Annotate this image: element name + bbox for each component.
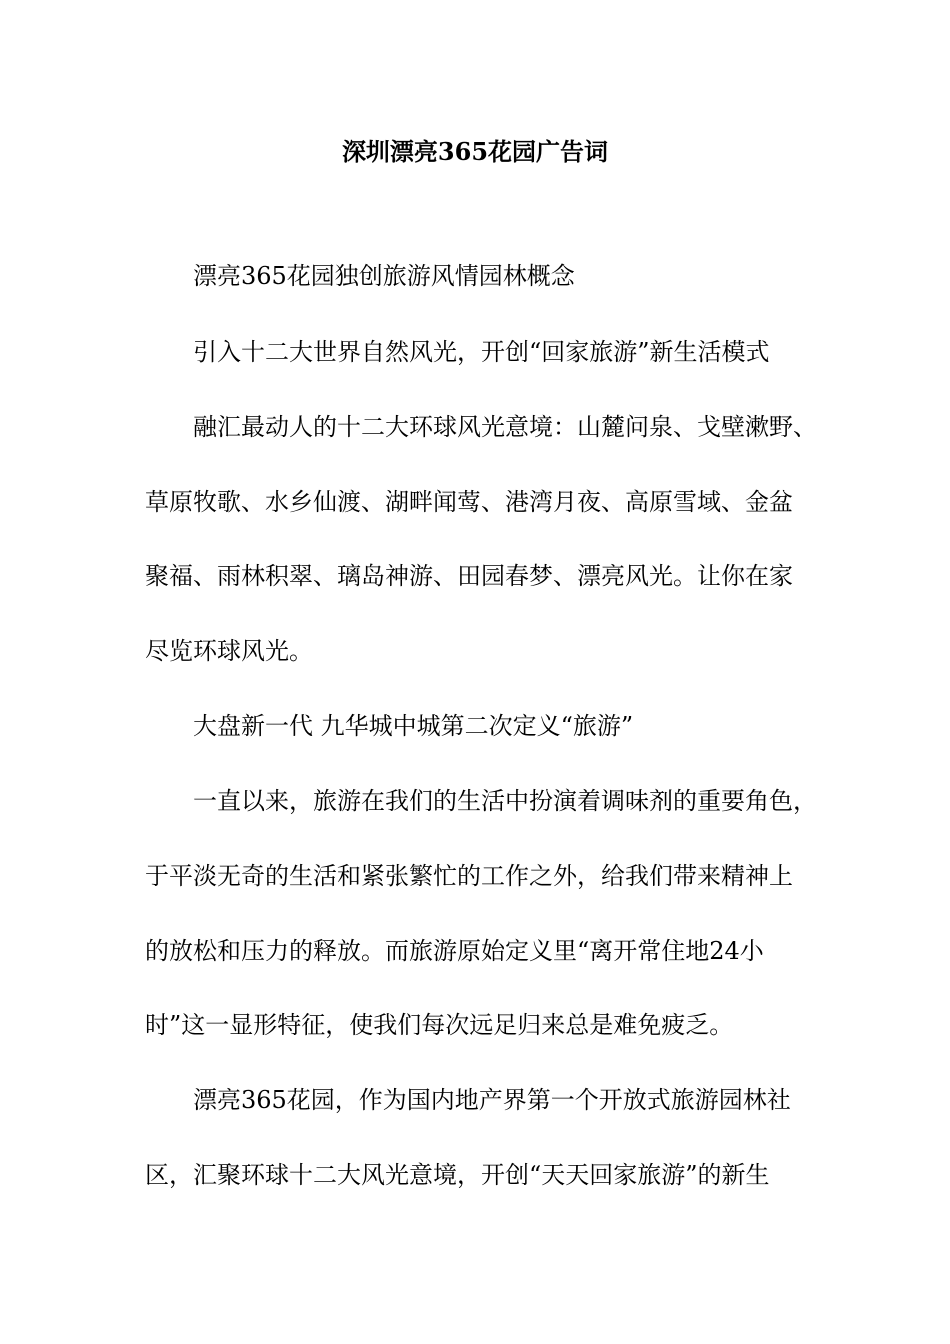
paragraph-line: 一直以来，旅游在我们的生活中扮演着调味剂的重要角色， (193, 787, 817, 815)
paragraph-line: 尽览环球风光。 (145, 637, 313, 665)
paragraph-line: 漂亮365花园，作为国内地产界第一个开放式旅游园林社 (193, 1086, 791, 1114)
paragraph-line: 融汇最动人的十二大环球风光意境：山麓问泉、戈壁漱野、 (193, 413, 817, 441)
paragraph-line: 草原牧歌、水乡仙渡、湖畔闻莺、港湾月夜、高原雪域、金盆 (145, 488, 793, 516)
document-title: 深圳漂亮365花园广告词 (341, 137, 609, 166)
paragraph-line: 时”这一显形特征，使我们每次远足归来总是难免疲乏。 (145, 1011, 734, 1039)
paragraph-line: 聚福、雨林积翠、璃岛神游、田园春梦、漂亮风光。让你在家 (145, 562, 793, 590)
paragraph-line: 大盘新一代 九华城中城第二次定义“旅游” (193, 712, 634, 740)
paragraph-line: 区，汇聚环球十二大风光意境，开创“天天回家旅游”的新生 (145, 1161, 770, 1189)
paragraph-line: 的放松和压力的释放。而旅游原始定义里“离开常住地24小 (145, 937, 764, 965)
paragraph-line: 引入十二大世界自然风光，开创“回家旅游”新生活模式 (193, 338, 770, 366)
paragraph-line: 漂亮365花园独创旅游风情园林概念 (193, 262, 575, 290)
paragraph-line: 于平淡无奇的生活和紧张繁忙的工作之外，给我们带来精神上 (145, 862, 793, 890)
